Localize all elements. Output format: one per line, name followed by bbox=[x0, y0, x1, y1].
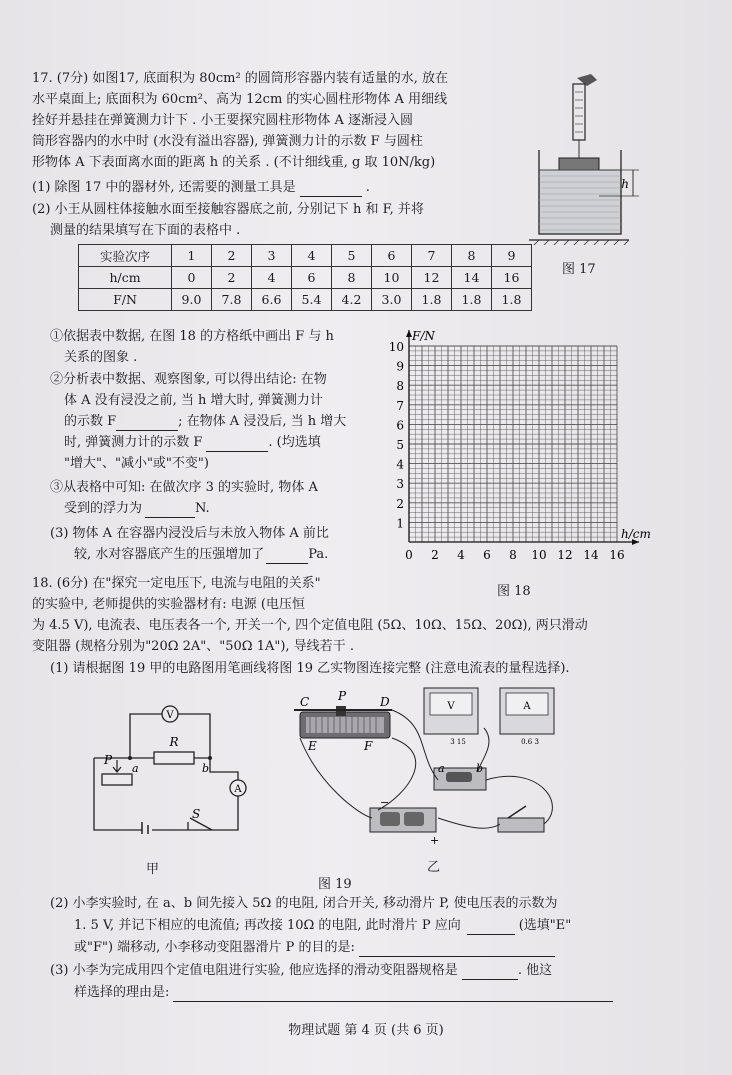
q17-sub2a: ②分析表中数据、观察图象, 可以得出结论: 在物 bbox=[50, 372, 327, 387]
q17-sub2d bbox=[64, 434, 321, 452]
q17-sub2c-tail: ; 在物体 A 浸没后, 当 h 增大 bbox=[178, 414, 347, 429]
table-cell: 1 bbox=[172, 245, 212, 267]
answer-blank[interactable] bbox=[145, 503, 195, 518]
label-D: D bbox=[380, 695, 390, 709]
q18-part-3a bbox=[50, 962, 552, 980]
q17-sub2e: "增大"、"减小"或"不变") bbox=[64, 456, 209, 471]
y-tick-label: 6 bbox=[396, 418, 404, 433]
y-tick-label: 2 bbox=[396, 496, 404, 511]
table-cell: 5.4 bbox=[292, 289, 332, 311]
q17-part-3b-tail: Pa. bbox=[308, 547, 329, 562]
battery-symbol bbox=[142, 822, 148, 834]
q18-line-3: 为 4.5 V), 电流表、电压表各一个, 开关一个, 四个定值电阻 (5Ω、10Ω、15Ω、20Ω), 两只滑动 bbox=[32, 618, 588, 633]
table-cell: 6 bbox=[372, 245, 412, 267]
page-footer: 物理试题 第 4 页 (共 6 页) bbox=[288, 1023, 444, 1038]
table-cell: 3 bbox=[252, 245, 292, 267]
q17-line-3: 拴好并悬挂在弹簧测力计下 . 小王要探究圆柱形物体 A 逐渐浸入圆 bbox=[32, 113, 414, 128]
q18-part-3a-tail: . 他这 bbox=[517, 963, 553, 978]
circuit-diagram bbox=[84, 694, 254, 834]
y-tick-label: 1 bbox=[396, 516, 404, 531]
table-row-F bbox=[79, 289, 532, 311]
q17-sub1b: 关系的图象 . bbox=[64, 350, 138, 365]
table-cell: 7.8 bbox=[212, 289, 252, 311]
figure-18-caption: 图 18 bbox=[497, 584, 531, 599]
q18-part-2c bbox=[74, 939, 555, 957]
q17-part-3b-text: 较, 水对容器底产生的压强增加了 bbox=[74, 547, 265, 562]
table-cell: 9 bbox=[492, 245, 532, 267]
table-cell: 1.8 bbox=[492, 289, 532, 311]
answer-blank[interactable] bbox=[300, 182, 362, 197]
table-header: F/N bbox=[79, 289, 172, 311]
table-cell: 16 bbox=[492, 267, 532, 289]
label-P2: P bbox=[338, 689, 347, 703]
q18-part-2b-text: 1. 5 V, 并记下相应的电流值; 再改接 10Ω 的电阻, 此时滑片 P 应向 bbox=[74, 918, 461, 933]
apparatus-drawing bbox=[288, 684, 588, 854]
answer-blank[interactable] bbox=[467, 920, 515, 935]
x-tick-label: 6 bbox=[483, 548, 491, 562]
label-a: a bbox=[132, 762, 139, 775]
q17-sub2d-text: 时, 弹簧测力计的示数 F bbox=[64, 435, 203, 450]
table-header: h/cm bbox=[79, 267, 172, 289]
table-cell: 8 bbox=[452, 245, 492, 267]
q18-part-2b bbox=[74, 917, 571, 935]
table-cell: 8 bbox=[332, 267, 372, 289]
y-tick-label: 4 bbox=[396, 457, 404, 472]
y-tick-label: 3 bbox=[396, 477, 404, 492]
table-cell: 3.0 bbox=[372, 289, 412, 311]
label-h: h bbox=[621, 177, 629, 191]
q18-part-1: (1) 请根据图 19 甲的电路图用笔画线将图 19 乙实物图连接完整 (注意电流表的量程选择). bbox=[50, 661, 570, 676]
answer-blank[interactable] bbox=[266, 549, 308, 564]
table-header: 实验次序 bbox=[79, 245, 172, 267]
label-R: R bbox=[169, 735, 179, 749]
label-F: F bbox=[364, 739, 373, 753]
table-cell: 12 bbox=[412, 267, 452, 289]
table-cell: 1.8 bbox=[452, 289, 492, 311]
label-S: S bbox=[192, 807, 201, 821]
q17-sub3b-text: 受到的浮力为 bbox=[64, 501, 143, 516]
battery-box bbox=[370, 808, 436, 832]
q17-sub2c-text: 的示数 F bbox=[64, 414, 117, 429]
answer-blank[interactable] bbox=[462, 965, 518, 980]
voltmeter-face: V bbox=[447, 701, 455, 712]
table-cell: 6 bbox=[292, 267, 332, 289]
label-a2: a bbox=[438, 762, 445, 775]
q18-line-4: 变阻器 (规格分别为"20Ω 2A"、"50Ω 1A"), 导线若干 . bbox=[32, 639, 354, 654]
y-tick-label: 7 bbox=[396, 398, 404, 413]
table-cell: 6.6 bbox=[252, 289, 292, 311]
figure-18-grid bbox=[378, 330, 658, 572]
figure-17 bbox=[525, 70, 645, 245]
q18-part-2b-tail: (选填"E" bbox=[518, 918, 572, 933]
q17-sub2d-tail: . (均选填 bbox=[268, 435, 321, 450]
x-tick-label: 10 bbox=[531, 548, 547, 562]
table-cell: 4 bbox=[252, 267, 292, 289]
q17-line-2: 水平桌面上; 底面积为 60cm²、高为 12cm 的实心圆柱形物体 A 用细线 bbox=[32, 92, 448, 107]
q18-line-1: 18. (6分) 在"探究一定电压下, 电流与电阻的关系" bbox=[32, 576, 321, 591]
y-tick-label: 9 bbox=[396, 359, 404, 374]
q18-part-2c-text: 或"F") 端移动, 小李移动变阻器滑片 P 的目的是: bbox=[74, 940, 355, 955]
q17-line-5: 形物体 A 下表面离水面的距离 h 的关系 . (不计细线重, g 取 10N/kg) bbox=[32, 155, 436, 170]
fig19-sub-a: 甲 bbox=[146, 862, 160, 877]
label-P: P bbox=[104, 753, 113, 767]
voltmeter-label: V bbox=[166, 710, 174, 721]
q17-sub3b-tail: N. bbox=[195, 501, 210, 516]
q17-sub2b: 体 A 没有浸没之前, 当 h 增大时, 弹簧测力计 bbox=[64, 393, 323, 408]
x-axis-label: h/cm bbox=[621, 527, 651, 541]
answer-blank[interactable] bbox=[116, 416, 178, 431]
x-tick-label: 8 bbox=[509, 548, 517, 562]
table-row-seq bbox=[79, 245, 532, 267]
q17-sub1a: ①依据表中数据, 在图 18 的方格纸中画出 F 与 h bbox=[50, 329, 334, 344]
data-table bbox=[78, 244, 532, 311]
q17-part-2b: 测量的结果填写在下面的表格中 . bbox=[50, 223, 241, 238]
label-E: E bbox=[308, 739, 317, 753]
table-row-h bbox=[79, 267, 532, 289]
ammeter-face: A bbox=[523, 701, 531, 712]
q17-sub3a: ③从表格中可知: 在做次序 3 的实验时, 物体 A bbox=[50, 480, 318, 495]
q17-part-2a: (2) 小王从圆柱体接触水面至接触容器底之前, 分别记下 h 和 F, 并将 bbox=[32, 202, 424, 217]
table-cell: 2 bbox=[212, 245, 252, 267]
answer-blank[interactable] bbox=[173, 987, 613, 1002]
label-minus: − bbox=[380, 796, 390, 809]
fig19-sub-b: 乙 bbox=[427, 860, 441, 875]
y-axis-label: F/N bbox=[412, 330, 435, 343]
figure-17-caption: 图 17 bbox=[562, 262, 596, 277]
y-tick-label: 5 bbox=[396, 438, 404, 452]
ammeter-scale: 0.6 3 bbox=[521, 738, 539, 746]
table-cell: 9.0 bbox=[172, 289, 212, 311]
table-cell: 7 bbox=[412, 245, 452, 267]
y-tick-label: 8 bbox=[396, 379, 404, 394]
q18-part-3b bbox=[74, 984, 613, 1002]
label-b: b bbox=[202, 762, 210, 775]
x-tick-label: 2 bbox=[431, 548, 439, 562]
table-cell: 14 bbox=[452, 267, 492, 289]
resistor-R bbox=[154, 752, 194, 764]
switch[interactable] bbox=[498, 818, 544, 832]
label-b2: b bbox=[476, 762, 484, 775]
q17-part-1-text: (1) 除图 17 中的器材外, 还需要的测量工具是 bbox=[32, 180, 296, 195]
q17-part-1: (1) 除图 17 中的器材外, 还需要的测量工具是 . bbox=[32, 180, 370, 195]
q17-sub3b bbox=[64, 500, 210, 518]
q18-part-2a: (2) 小李实验时, 在 a、b 间先接入 5Ω 的电阻, 闭合开关, 移动滑片 P, 使电压表的示数为 bbox=[50, 896, 558, 911]
table-cell: 0 bbox=[172, 267, 212, 289]
ammeter-label: A bbox=[234, 784, 242, 795]
q17-line-4: 筒形容器内的水中时 (水没有溢出容器), 弹簧测力计的示数 F 与圆柱 bbox=[32, 134, 423, 149]
table-cell: 4.2 bbox=[332, 289, 372, 311]
table-cell: 5 bbox=[332, 245, 372, 267]
answer-blank[interactable] bbox=[359, 942, 555, 957]
table-cell: 2 bbox=[212, 267, 252, 289]
q17-sub2c bbox=[64, 413, 346, 431]
x-tick-label: 14 bbox=[583, 548, 599, 562]
x-tick-label: 16 bbox=[609, 548, 625, 562]
label-C: C bbox=[300, 695, 310, 709]
voltmeter-scale: 3 15 bbox=[450, 738, 466, 746]
x-tick-label: 0 bbox=[405, 548, 413, 562]
q18-part-3b-text: 样选择的理由是: bbox=[74, 985, 170, 1000]
x-tick-label: 4 bbox=[457, 548, 465, 562]
figure-19-caption: 图 19 bbox=[318, 877, 352, 892]
table-cell: 10 bbox=[372, 267, 412, 289]
q18-line-2: 的实验中, 老师提供的实验器材有: 电源 (电压恒 bbox=[32, 597, 305, 612]
table-cell: 1.8 bbox=[412, 289, 452, 311]
q17-part-3b bbox=[74, 546, 328, 564]
label-plus: + bbox=[430, 834, 440, 847]
q17-line-1: 17. (7分) 如图17, 底面积为 80cm² 的圆筒形容器内装有适量的水, 放在 bbox=[32, 71, 449, 86]
answer-blank[interactable] bbox=[206, 437, 268, 452]
y-tick-label: 10 bbox=[388, 340, 404, 354]
x-tick-label: 12 bbox=[557, 548, 573, 562]
q18-part-3a-text: (3) 小李为完成用四个定值电阻进行实验, 他应选择的滑动变阻器规格是 bbox=[50, 963, 458, 978]
q17-part-3a: (3) 物体 A 在容器内浸没后与未放入物体 A 前比 bbox=[50, 526, 329, 541]
table-cell: 4 bbox=[292, 245, 332, 267]
rheostat-symbol bbox=[102, 774, 132, 785]
